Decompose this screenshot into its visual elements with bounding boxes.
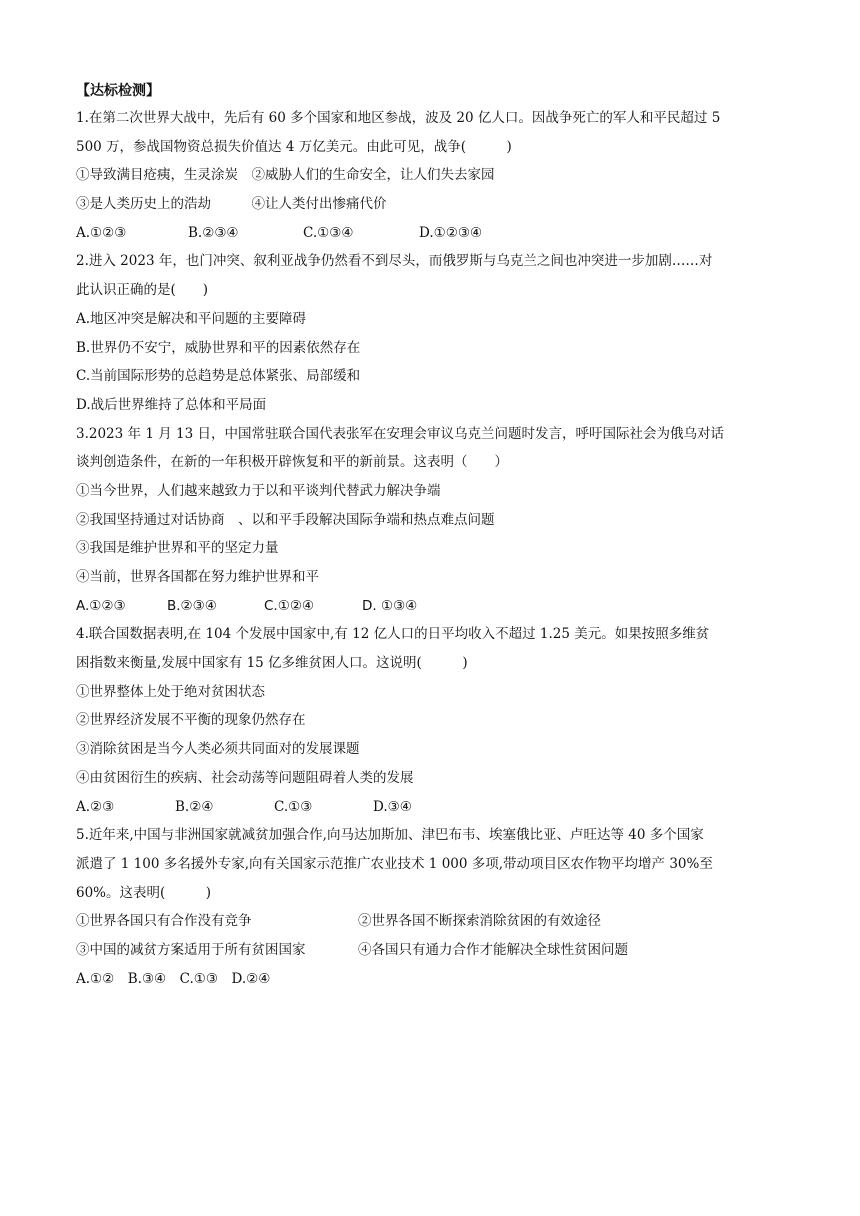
statement-line: ③我国是维护世界和平的坚定力量 [76,540,279,557]
question-1 [76,104,796,247]
statement-pair-row [76,907,796,936]
question-stem-line: 1.在第二次世界大战中，先后有 60 多个国家和地区参战，波及 20 亿人口。因战争死亡的军人和平民超过 5 [76,110,721,126]
option-c: C.①③ [274,798,313,815]
statement-line: ③消除贫困是当今人类必须共同面对的发展课题 [76,741,360,758]
answer-options [76,592,796,621]
statement-pair-row [76,936,796,965]
statement-line: ①当今世界，人们越来越致力于以和平谈判代替武力解决争端 [76,482,441,499]
question-5 [76,821,796,993]
statement-line: ④当前，世界各国都在努力维护世界和平 [76,569,319,585]
choice-a: A.地区冲突是解决和平问题的主要障碍 [76,310,307,327]
question-stem-line: 2.进入 2023 年，也门冲突、叙利亚战争仍然看不到尽头，而俄罗斯与乌克兰之间也冲突进一步加剧……对 [76,253,713,270]
question-stem-line: 4.联合国数据表明,在 104 个发展中国家中,有 12 亿人口的日平均收入不超过 1.25 美元。如果按照多维贫 [76,626,710,643]
statement-line: ④由贫困衍生的疾病、社会动荡等问题阻碍着人类的发展 [76,769,414,786]
statement-line: ③是人类历史上的浩劫 ④让人类付出惨痛代价 [76,196,387,213]
question-stem-line: 500 万，参战国物资总损失价值达 4 万亿美元。由此可见，战争( ) [76,138,512,155]
choice-d: D.战后世界维持了总体和平局面 [76,396,267,413]
question-stem-line: 5.近年来,中国与非洲国家就减贫加强合作,向马达加斯加、津巴布韦、埃塞俄比亚、卢旺达等 40 多个国家 [76,827,704,844]
option-a: A.②③ [76,798,115,815]
statement-right: ②世界各国不断探索消除贫困的有效途径 [358,913,601,930]
option-d: D.①②③④ [419,224,483,241]
answer-options [76,219,796,248]
question-2 [76,247,796,419]
statement-line: ①导致满目疮痍，生灵涂炭 ②威胁人们的生命安全，让人们失去家园 [76,167,495,184]
choice-b: B.世界仍不安宁，威胁世界和平的因素依然存在 [76,339,361,356]
option-d: D. ①③④ [362,597,418,614]
question-stem-line: 此认识正确的是( ) [76,282,209,299]
option-d: D.③④ [373,798,412,815]
option-a: A.①②③ [76,224,127,241]
option-b: B.②③④ [188,224,239,241]
choice-c: C.当前国际形势的总趋势是总体紧张、局部缓和 [76,368,361,385]
option-c: C.①③④ [303,224,354,241]
worksheet-page [76,78,796,993]
question-3 [76,420,796,621]
question-stem-line: 3.2023 年 1 月 13 日，中国常驻联合国代表张军在安理会审议乌克兰问题时发言，呼吁国际社会为俄乌对话 [76,425,724,442]
statement-left: ③中国的减贫方案适用于所有贫困国家 [76,941,306,958]
statement-right: ④各国只有通力合作才能解决全球性贫困问题 [358,941,628,958]
question-stem-line: 谈判创造条件，在新的一年积极开辟恢复和平的新前景。这表明（ ） [76,454,508,471]
question-stem-line: 派遣了 1 100 多名援外专家,向有关国家示范推广农业技术 1 000 多项,带动项目区农作物平均增产 30%至 [76,855,713,872]
question-stem-line: 60%。这表明( ) [76,884,212,901]
option-c: C.①②④ [264,597,315,614]
question-stem-line: 困指数来衡量,发展中国家有 15 亿多维贫困人口。这说明( ) [76,655,468,672]
section-title: 【达标检测】 [76,83,160,99]
statement-line: ①世界整体上处于绝对贫困状态 [76,683,265,700]
option-a: A.①②③ [76,597,126,614]
question-4 [76,620,796,821]
statement-left: ①世界各国只有合作没有竞争 [76,913,252,930]
statement-line: ②世界经济发展不平衡的现象仍然存在 [76,712,306,729]
option-b: B.②④ [175,798,214,815]
answer-options: A.①② B.③④ C.①③ D.②④ [76,970,271,987]
statement-line: ②我国坚持通过对话协商 、以和平手段解决国际争端和热点难点问题 [76,511,495,528]
answer-options [76,793,796,822]
option-b: B.②③④ [167,597,217,614]
